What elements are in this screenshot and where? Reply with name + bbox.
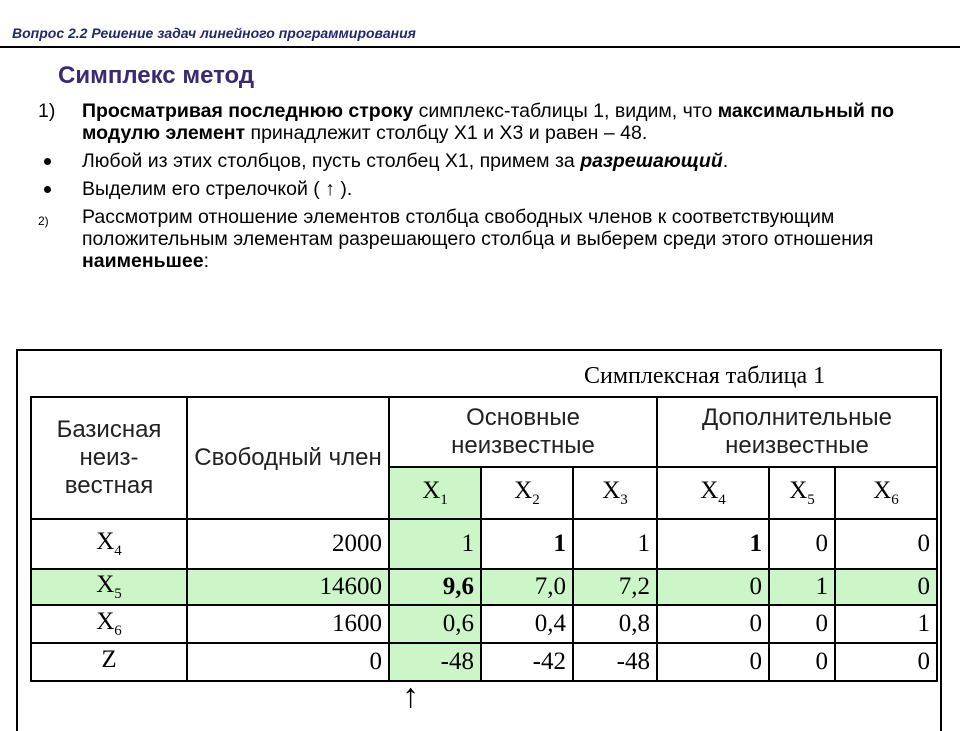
header-free-term: Свободный член bbox=[187, 397, 389, 519]
header-additional-unknowns: Дополнительные неизвестные bbox=[657, 397, 937, 467]
table-cell: 1 bbox=[481, 519, 573, 569]
item-text-part: симплекс-таблицы 1, видим, что bbox=[413, 100, 718, 122]
table-cell: 0 bbox=[769, 605, 835, 643]
item-text-part: разрешающий bbox=[580, 150, 723, 172]
header-title: Вопрос 2.2 Решение задач линейного программирования bbox=[12, 25, 416, 41]
table-row bbox=[31, 605, 937, 643]
item-text-part: Выделим его стрелочкой ( ↑ ). bbox=[82, 178, 353, 200]
row-free-term: 14600 bbox=[187, 569, 389, 605]
item-text-part: Любой из этих столбцов, пусть столбец Х1, примем за bbox=[82, 150, 581, 172]
table-cell: 0,8 bbox=[573, 605, 657, 643]
column-header-x6: $X_6$ bbox=[835, 467, 937, 519]
table-cell: 0,4 bbox=[481, 605, 573, 643]
table-cell: 1 bbox=[835, 605, 937, 643]
row-free-term: 1600 bbox=[187, 605, 389, 643]
header-basis: Базисная неиз-вестная bbox=[31, 397, 187, 519]
column-header-x5: $X_5$ bbox=[769, 467, 835, 519]
table-cell: 0 bbox=[835, 569, 937, 605]
item-number: 1) bbox=[38, 100, 56, 122]
item-text-part: Просматривая последнюю строку bbox=[82, 100, 414, 122]
table-cell: 1 bbox=[769, 569, 835, 605]
header-main-unknowns: Основные неизвестные bbox=[389, 397, 657, 467]
pivot-arrow-icon: ↑ bbox=[402, 678, 419, 715]
simplex-table bbox=[30, 396, 938, 682]
table-cell: -42 bbox=[481, 643, 573, 681]
row-free-term: 0 bbox=[187, 643, 389, 681]
row-basis: $X_5$ bbox=[31, 569, 187, 605]
column-header-x3: $X_3$ bbox=[573, 467, 657, 519]
row-basis: Z bbox=[31, 643, 187, 681]
table-cell: 0 bbox=[657, 643, 769, 681]
table-cell: 1 bbox=[573, 519, 657, 569]
slide-title: Симплекс метод bbox=[58, 62, 255, 89]
table-cell: -48 bbox=[389, 643, 481, 681]
table-cell: 0 bbox=[769, 519, 835, 569]
list-item bbox=[38, 150, 938, 172]
table-cell: 1 bbox=[657, 519, 769, 569]
item-text-part: максимальный по модулю элемент bbox=[82, 100, 895, 144]
header-divider bbox=[0, 46, 960, 48]
list-item bbox=[38, 178, 938, 200]
table-cell: 0 bbox=[657, 605, 769, 643]
table-row bbox=[31, 569, 937, 605]
column-header-x2: $X_2$ bbox=[481, 467, 573, 519]
item-text-part: Рассмотрим отношение элементов столбца свободных членов к соответствующим положительным элементам разрешающего столбца и выберем среди этого отношения bbox=[82, 206, 874, 250]
table-cell: 0 bbox=[769, 643, 835, 681]
table-cell: 0 bbox=[657, 569, 769, 605]
item-text-part: наименьшее bbox=[82, 250, 204, 272]
row-basis: $X_4$ bbox=[31, 519, 187, 569]
column-header-x1: $X_1$ bbox=[389, 467, 481, 519]
column-header-x4: $X_4$ bbox=[657, 467, 769, 519]
table-cell: 0 bbox=[835, 519, 937, 569]
table-cell: 0 bbox=[835, 643, 937, 681]
item-number: 2) bbox=[38, 214, 49, 228]
bullet-icon bbox=[44, 186, 51, 193]
table-cell: 7,0 bbox=[481, 569, 573, 605]
table-cell: 7,2 bbox=[573, 569, 657, 605]
table-row bbox=[31, 519, 937, 569]
item-text-part: . bbox=[722, 150, 729, 172]
bullet-icon bbox=[44, 158, 51, 165]
row-free-term: 2000 bbox=[187, 519, 389, 569]
list-item bbox=[38, 100, 938, 144]
table-cell: -48 bbox=[573, 643, 657, 681]
item-text-part: : bbox=[203, 250, 210, 272]
table-cell-pivot: 9,6 bbox=[389, 569, 481, 605]
table-caption: Симплексная таблица 1 bbox=[584, 363, 826, 389]
list-item bbox=[38, 206, 938, 272]
item-text-part: принадлежит столбцу Х1 и Х3 и равен – 48. bbox=[245, 122, 648, 144]
table-cell: 1 bbox=[389, 519, 481, 569]
table-row bbox=[31, 643, 937, 681]
row-basis: $X_6$ bbox=[31, 605, 187, 643]
content-list bbox=[38, 100, 938, 278]
table-cell: 0,6 bbox=[389, 605, 481, 643]
